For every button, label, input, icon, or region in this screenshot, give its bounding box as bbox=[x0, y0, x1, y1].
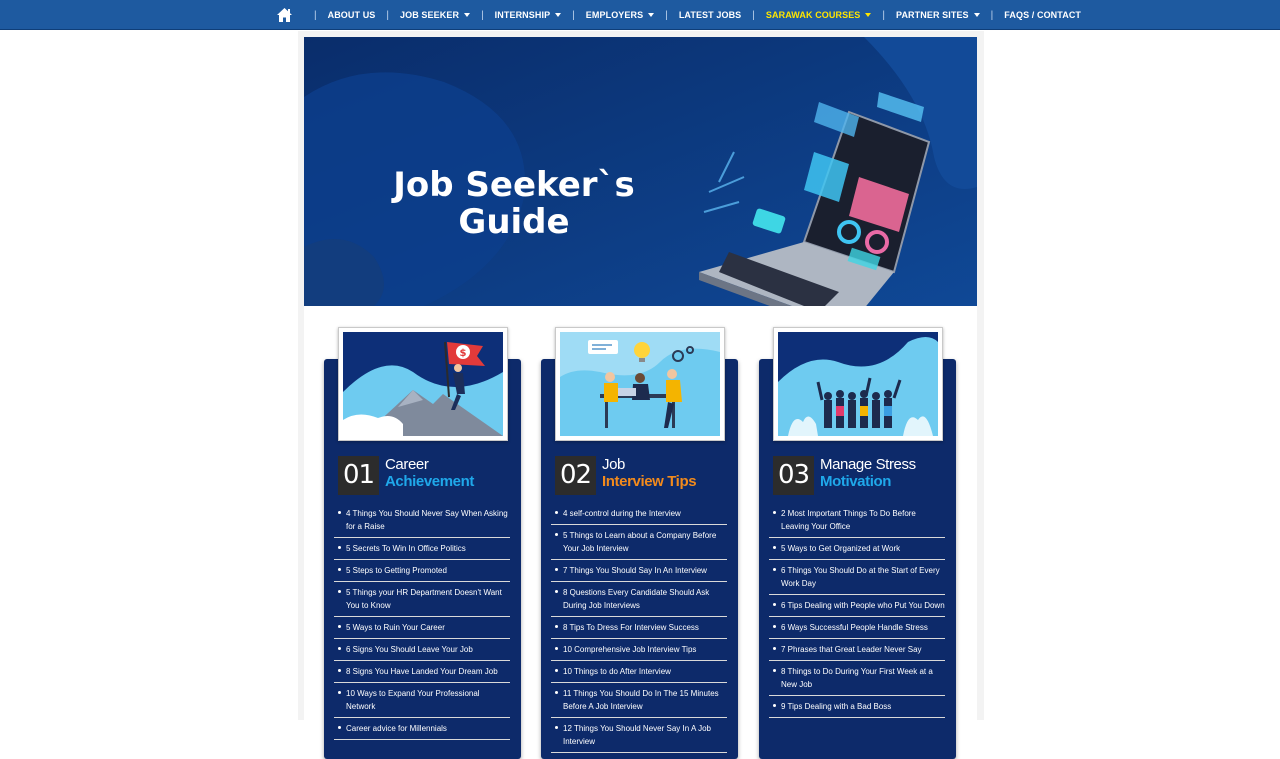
card-manage-stress-motivation bbox=[759, 327, 956, 747]
nav-menu bbox=[276, 0, 1081, 30]
article-link[interactable]: 8 Things to Do During Your First Week at a New Job bbox=[769, 661, 945, 696]
hero-banner bbox=[304, 37, 977, 306]
article-link[interactable]: 5 Steps to Getting Promoted bbox=[334, 560, 510, 582]
article-link[interactable]: 6 Tips Dealing with People who Put You Down bbox=[769, 595, 945, 617]
card-job-interview-tips bbox=[541, 327, 738, 747]
nav-item-label: JOB SEEKER bbox=[400, 10, 460, 20]
article-link[interactable]: 8 Signs You Have Landed Your Dream Job bbox=[334, 661, 510, 683]
card-number: 03 bbox=[773, 456, 814, 495]
article-link[interactable]: 8 Questions Every Candidate Should Ask During Job Interviews bbox=[551, 582, 727, 617]
nav-item-employers[interactable] bbox=[586, 10, 654, 20]
article-link[interactable]: 6 Ways Successful People Handle Stress bbox=[769, 617, 945, 639]
nav-item-label: SARAWAK COURSES bbox=[765, 10, 861, 20]
caret-down-icon bbox=[464, 13, 470, 17]
article-link[interactable]: 11 Things You Should Do In The 15 Minutes Before A Job Interview bbox=[551, 683, 727, 718]
article-link[interactable]: 6 Things You Should Do at the Start of Every Work Day bbox=[769, 560, 945, 595]
article-list bbox=[334, 503, 510, 740]
nav-item-latest-jobs[interactable] bbox=[679, 10, 741, 20]
article-list bbox=[769, 503, 945, 718]
caret-down-icon bbox=[648, 13, 654, 17]
article-link[interactable]: 8 Tips To Dress For Interview Success bbox=[551, 617, 727, 639]
nav-item-label: EMPLOYERS bbox=[585, 10, 644, 20]
page-wrapper bbox=[298, 31, 984, 746]
card-number: 01 bbox=[338, 456, 379, 495]
card-title: Job bbox=[602, 456, 625, 473]
nav-item-internship[interactable] bbox=[495, 10, 562, 20]
caret-down-icon bbox=[865, 13, 871, 17]
nav-separator: | bbox=[386, 9, 390, 21]
article-link[interactable]: 7 Phrases that Great Leader Never Say bbox=[769, 639, 945, 661]
banner-title bbox=[384, 167, 644, 241]
article-link[interactable]: 4 Things You Should Never Say When Asking for a Raise bbox=[334, 503, 510, 538]
card-title: Manage Stress bbox=[820, 456, 916, 473]
banner-title-line1: Job Seeker`s bbox=[393, 165, 635, 205]
caret-down-icon bbox=[974, 13, 980, 17]
article-link[interactable]: 9 Tips Dealing with a Bad Boss bbox=[769, 696, 945, 718]
article-link[interactable]: 5 Ways to Get Organized at Work bbox=[769, 538, 945, 560]
nav-item-sarawak-courses[interactable] bbox=[766, 10, 872, 20]
team-meeting-illustration bbox=[560, 332, 720, 436]
mountain-flag-illustration bbox=[343, 332, 503, 436]
card-subtitle: Achievement bbox=[385, 473, 474, 490]
article-link[interactable]: 10 Things to do After Interview bbox=[551, 661, 727, 683]
nav-item-label: INTERNSHIP bbox=[494, 10, 551, 20]
svg-text:$: $ bbox=[459, 348, 467, 359]
nav-separator: | bbox=[314, 9, 317, 21]
nav-separator: | bbox=[481, 9, 484, 21]
card-subtitle: Motivation bbox=[820, 473, 891, 490]
nav-separator: | bbox=[752, 9, 755, 21]
nav-item-label: PARTNER SITES bbox=[896, 10, 969, 20]
card-image bbox=[773, 327, 943, 441]
card-image bbox=[338, 327, 508, 441]
home-icon[interactable] bbox=[276, 7, 293, 23]
nav-item-label: FAQS / CONTACT bbox=[1004, 10, 1082, 20]
top-navigation bbox=[0, 0, 1280, 30]
banner-title-line2: Guide bbox=[458, 202, 570, 242]
nav-separator: | bbox=[882, 9, 886, 21]
article-link[interactable]: 5 Things your HR Department Doesn't Want You to Know bbox=[334, 582, 510, 617]
group-celebration-illustration bbox=[778, 332, 938, 436]
nav-item-faqs-contact[interactable] bbox=[1004, 10, 1081, 20]
nav-item-job-seeker[interactable] bbox=[400, 10, 470, 20]
nav-separator: | bbox=[990, 9, 994, 21]
article-link[interactable]: Career advice for Millennials bbox=[334, 718, 510, 740]
nav-item-label: LATEST JOBS bbox=[678, 10, 742, 20]
card-career-achievement bbox=[324, 327, 521, 747]
article-link[interactable]: 2 Most Important Things To Do Before Leaving Your Office bbox=[769, 503, 945, 538]
article-link[interactable]: 4 self-control during the Interview bbox=[551, 503, 727, 525]
article-link[interactable]: 5 Secrets To Win In Office Politics bbox=[334, 538, 510, 560]
main-content bbox=[304, 37, 977, 746]
caret-down-icon bbox=[555, 13, 561, 17]
card-number: 02 bbox=[555, 456, 596, 495]
article-link[interactable]: 10 Comprehensive Job Interview Tips bbox=[551, 639, 727, 661]
article-link[interactable]: 5 Things to Learn about a Company Before Your Job Interview bbox=[551, 525, 727, 560]
article-link[interactable]: 5 Ways to Ruin Your Career bbox=[334, 617, 510, 639]
article-link[interactable]: 7 Things You Should Say In An Interview bbox=[551, 560, 727, 582]
nav-separator: | bbox=[665, 9, 668, 21]
card-subtitle: Interview Tips bbox=[602, 473, 697, 490]
article-list bbox=[551, 503, 727, 753]
nav-item-label: ABOUT US bbox=[327, 10, 376, 20]
article-link[interactable]: 10 Ways to Expand Your Professional Network bbox=[334, 683, 510, 718]
article-link[interactable]: 6 Signs You Should Leave Your Job bbox=[334, 639, 510, 661]
nav-separator: | bbox=[572, 9, 575, 21]
nav-item-about-us[interactable] bbox=[328, 10, 376, 20]
card-title: Career bbox=[385, 456, 429, 473]
card-image bbox=[555, 327, 725, 441]
article-link[interactable]: 12 Things You Should Never Say In A Job Interview bbox=[551, 718, 727, 753]
nav-item-partner-sites[interactable] bbox=[896, 10, 980, 20]
